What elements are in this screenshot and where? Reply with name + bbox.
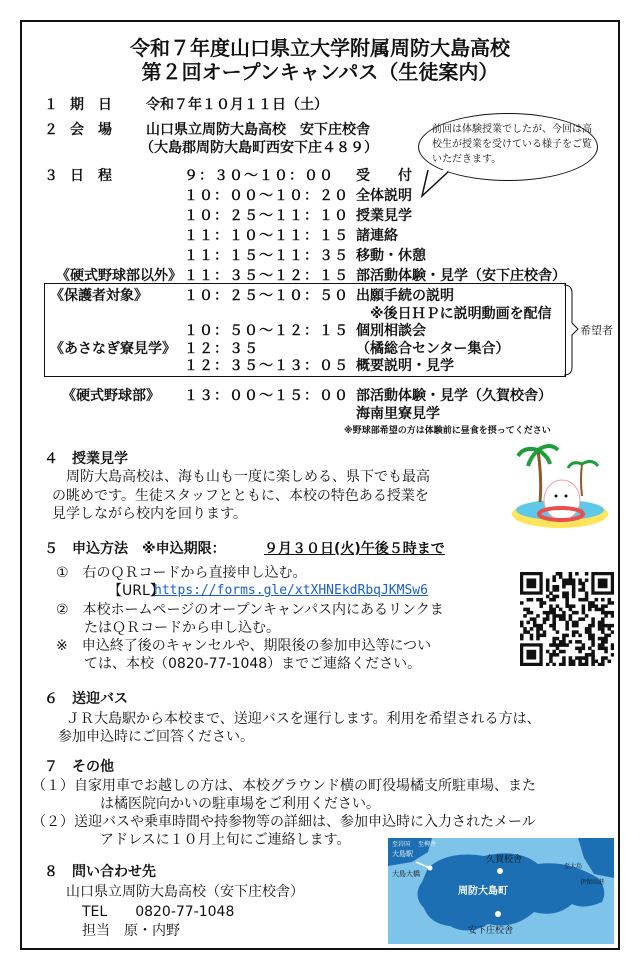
s5-url-label: 【URL】 xyxy=(108,583,164,599)
schedule-time: １１：３５～１２：１５ xyxy=(184,268,349,284)
s4-line-2: の眺めです。生徒スタッフとともに、本校の特色ある授業を xyxy=(52,488,429,504)
kibou-label: 希望者 xyxy=(580,324,613,337)
application-form-link[interactable]: https://forms.gle/xtXHNEkdRbqJKMSw6 xyxy=(154,583,428,598)
schedule-item: 授業見学 xyxy=(356,208,412,224)
s6-heading: ６ 送迎バス xyxy=(44,691,128,707)
s7-heading: ７ その他 xyxy=(44,759,114,775)
s4-heading: ４ 授業見学 xyxy=(44,451,128,467)
baseball-item-2: 海南里寮見学 xyxy=(356,406,440,422)
s8-staff: 担当 原・内野 xyxy=(82,923,180,939)
schedule-time: １１：１５～１１：３５ xyxy=(184,248,349,264)
bubble-text: 前回は体験授業でしたが、今回は高校生が授業を受けている様子をご覧いただきます。 xyxy=(432,124,592,165)
s1-label: 期 日 xyxy=(70,97,112,113)
s6-line-1: ＪＲ大島駅から本校まで、送迎バスを運行します。利用を希望される方は、 xyxy=(52,711,541,727)
s3-label: 日 程 xyxy=(70,168,112,184)
s5-item-2b: たはＱＲコードから申し込む。 xyxy=(84,620,280,636)
s1-value: 令和７年１０月１１日（土） xyxy=(146,97,328,113)
s2-num: ２ xyxy=(44,122,58,138)
s8-tel: TEL 0820-77-1048 xyxy=(82,904,235,920)
optional-program-box xyxy=(44,283,566,377)
schedule-item: 部活動体験・見学（安下庄校舎） xyxy=(356,268,566,284)
optional-time: １０：５０～１２：１５ xyxy=(184,323,349,339)
schedule-item: 移動・休憩 xyxy=(356,248,426,264)
title-line-2: 第２回オープンキャンパス（生徒案内） xyxy=(141,60,499,84)
schedule-item: 諸連絡 xyxy=(356,228,398,244)
schedule-item: 受 付 xyxy=(356,168,412,184)
s3-num: ３ xyxy=(44,168,58,184)
bracket xyxy=(562,283,582,377)
map-oshima-bridge: 大島大橋 xyxy=(392,870,420,878)
map-right-1: 至大島 xyxy=(564,863,583,870)
map-oshima-station: 大島駅 xyxy=(392,850,413,858)
baseball-time: １３：００～１５：００ xyxy=(184,388,349,404)
title-line-1: 令和７年度山口県立大学附属周防大島高校 xyxy=(130,36,510,60)
s8-heading: ８ 問い合わせ先 xyxy=(44,864,156,880)
baseball-group: 《硬式野球部》 xyxy=(62,388,160,404)
map-town: 周防大島町 xyxy=(458,886,508,897)
schedule-time: １０：００～１０：２０ xyxy=(184,188,349,204)
access-map xyxy=(388,838,614,944)
s6-line-2: 参加申込時にご回答ください。 xyxy=(58,729,254,745)
optional-time: １２：３５～１３：０５ xyxy=(184,358,349,374)
s7-2b: アドレスに１０月上旬にご連絡します。 xyxy=(100,832,351,848)
s5-note-b: ては、本校（0820-77-1048）までご連絡ください。 xyxy=(84,656,422,672)
map-kuka: 久賀校舎 xyxy=(486,855,523,865)
map-misc-1: 至岩国 xyxy=(392,841,411,848)
schedule-group: 《硬式野球部以外》 xyxy=(56,268,182,284)
map-misc-2: 至柳井 xyxy=(418,841,437,848)
s7-1b: は橘医院向かいの駐車場をご利用ください。 xyxy=(100,796,380,812)
s2-label: 会 場 xyxy=(70,122,112,138)
optional-item: 出願手続の説明 xyxy=(356,288,454,304)
s2-address: （大島郡周防大島町西安下庄４８９） xyxy=(140,140,378,156)
optional-item: ※後日ＨＰに説明動画を配信 xyxy=(370,305,552,322)
optional-item: （橘総合センター集合） xyxy=(356,340,510,357)
optional-time: １２：３５ xyxy=(184,340,259,357)
map-right-2: 伊保田港 xyxy=(580,879,605,886)
schedule-item: 全体説明 xyxy=(356,188,412,204)
s5-heading: ５ 申込方法 ※申込期限： xyxy=(44,541,226,557)
s4-line-1: 周防大島高校は、海も山も一度に楽しめる、県下でも最高 xyxy=(52,469,430,485)
s4-line-3: 見学しながら校内を回ります。 xyxy=(52,506,247,522)
baseball-note: ※野球部希望の方は体験前に昼食を摂ってください xyxy=(344,426,551,436)
s5-deadline: ９月３０日(火)午後５時まで xyxy=(264,541,445,557)
s8-school: 山口県立周防大島高校（安下庄校舎） xyxy=(66,884,304,900)
optional-group: 《保護者対象》 xyxy=(50,288,148,304)
qr-code[interactable] xyxy=(520,572,614,666)
baseball-item: 部活動体験・見学（久賀校舎） xyxy=(356,388,552,404)
s7-2a: （２）送迎バスや乗車時間や持参物等の詳細は、参加申込時に入力されたメール xyxy=(32,814,536,830)
s5-item-2a: ② 本校ホームページのオープンキャンパス内にあるリンクま xyxy=(56,602,444,618)
mascot-illustration xyxy=(510,440,610,530)
optional-group: 《あさなぎ寮見学》 xyxy=(50,340,176,357)
s7-1a: （１）自家用車でお越しの方は、本校グラウンド横の町役場橘支所駐車場、また xyxy=(32,778,536,794)
bubble-tail xyxy=(420,170,460,200)
optional-time: １０：２５～１０：５０ xyxy=(184,288,349,304)
s5-item-1: ① 右のＱＲコードから直接申し込む。 xyxy=(56,565,307,581)
s2-value: 山口県立周防大島高校 安下庄校舎 xyxy=(146,122,370,138)
schedule-time: １１：１０～１１：１５ xyxy=(184,228,349,244)
optional-item: 概要説明・見学 xyxy=(356,358,454,374)
schedule-time: ９：３０～１０：００ xyxy=(184,168,334,184)
map-ageshou: 安下庄校舎 xyxy=(468,926,514,936)
s1-num: １ xyxy=(44,97,58,113)
schedule-time: １０：２５～１１：１０ xyxy=(184,208,349,224)
s5-note-a: ※ 申込終了後のキャンセルや、期限後の参加申込等につい xyxy=(56,638,432,654)
optional-item: 個別相談会 xyxy=(356,323,426,339)
